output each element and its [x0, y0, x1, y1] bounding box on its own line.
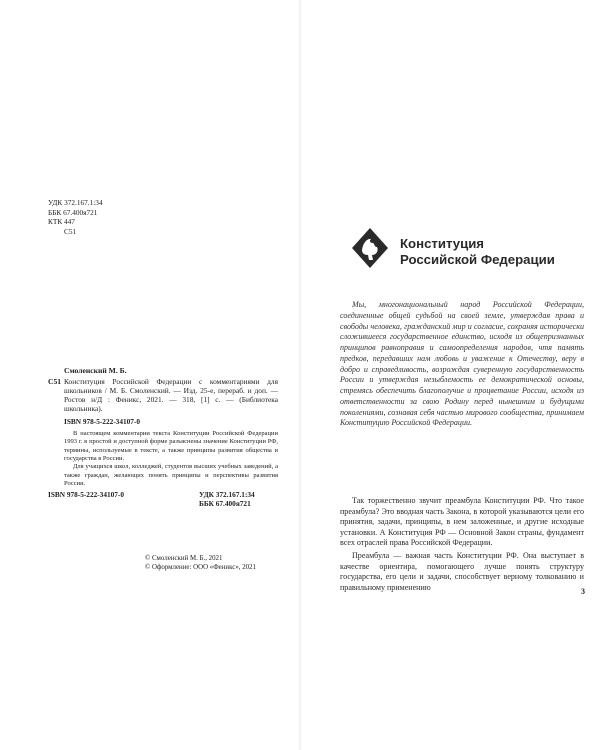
- preamble-text: Мы, многонациональный народ Российской Федерации, соединенные общей судьбой на своей земле, утверждая права и свободы человека, гражданский мир и согласие, сохраняя исторически сложившееся государственное единство, исходя из общепризнанных принципов равноправия и самоопределения народов, чтя память предков, передавших нам любовь и уважение к Отечеству, веру в добро и справедливость, возрождая суверенную государственность России и утверждая незыблемость ее демократической основы, стремясь обеспечить благополучие и процветание России, исходя из ответственности за свою Родину перед нынешним и будущими поколениями, сознавая себя частью мирового сообщества, принимаем Конституцию Российской Федерации.: [340, 300, 584, 428]
- book-title: [400, 236, 555, 267]
- bottom-bbk: ББК 67.400я721: [199, 499, 251, 509]
- copyright-author: © Смоленский М. Б., 2021: [145, 555, 223, 562]
- right-page: [300, 0, 600, 750]
- book-title-line-2: Российской Федерации: [400, 251, 555, 267]
- copyright-design: © Оформление: ООО «Феникс», 2021: [145, 564, 256, 572]
- commentary-paragraph-2: Преамбула — важная часть Конституции РФ. Она выступает в качестве ориентира, помогающего лучше понять структуру государства, его цели и задачи, способствует верному толкованию и правильному применению: [340, 550, 584, 592]
- commentary-paragraph-1: Так торжественно звучит преамбула Конституции РФ. Что такое преамбула? Это вводная часть Закона, в которой указываются цели его принятия, задачи, принципы, в нем заложенные, и другие исходные установки. А Конституция РФ — Основной Закон страны, фундамент всех отраслей права Российской Федерации.: [340, 496, 584, 548]
- copyright-block: [145, 554, 256, 572]
- bottom-isbn: ISBN 978-5-222-34107-0: [48, 490, 125, 499]
- entry-isbn: ISBN 978-5-222-34107-0: [64, 416, 141, 426]
- bottom-udk: УДК 372.167.1:34: [199, 490, 255, 499]
- entry-row: [48, 377, 278, 414]
- eagle-emblem-icon: [352, 228, 388, 268]
- bottom-codes: [199, 490, 255, 509]
- annotation-paragraph-1: В настоящем комментарии текста Конституции Российской Федерации 1993 г. в простой и доступной форме разъяснены значение Конституции РФ, термины, используемые в тексте, а также принципы развития общества и государства в России.: [64, 429, 278, 462]
- page-number: 3: [581, 587, 585, 596]
- bbk-code: ББК 67.400я721: [48, 207, 98, 217]
- entry-description: Конституция Российской Федерации с комментариями для школьников / М. Б. Смоленский. — Изд. 25-е, перераб. и доп. — Ростов н/Д : Феникс, 2021. — 318, [1] с. — (Библиотека школьника).: [64, 376, 278, 414]
- classification-codes: [48, 198, 103, 236]
- entry-author: Смоленский М. Б.: [64, 366, 127, 375]
- entry-annotation: [64, 430, 278, 489]
- catalog-entry: [48, 366, 278, 489]
- udk-code: УДК 372.167.1:34: [48, 198, 103, 207]
- ktk-code: КТК 447: [48, 217, 75, 226]
- commentary-text: [340, 496, 584, 595]
- book-title-line-1: Конституция: [400, 236, 484, 251]
- entry-author-mark: С51: [48, 376, 62, 386]
- author-mark: С51: [64, 226, 77, 236]
- annotation-paragraph-2: Для учащихся школ, колледжей, студентов высших учебных заведений, а также граждан, желающих понять принципы и перспективы развития России.: [64, 463, 278, 488]
